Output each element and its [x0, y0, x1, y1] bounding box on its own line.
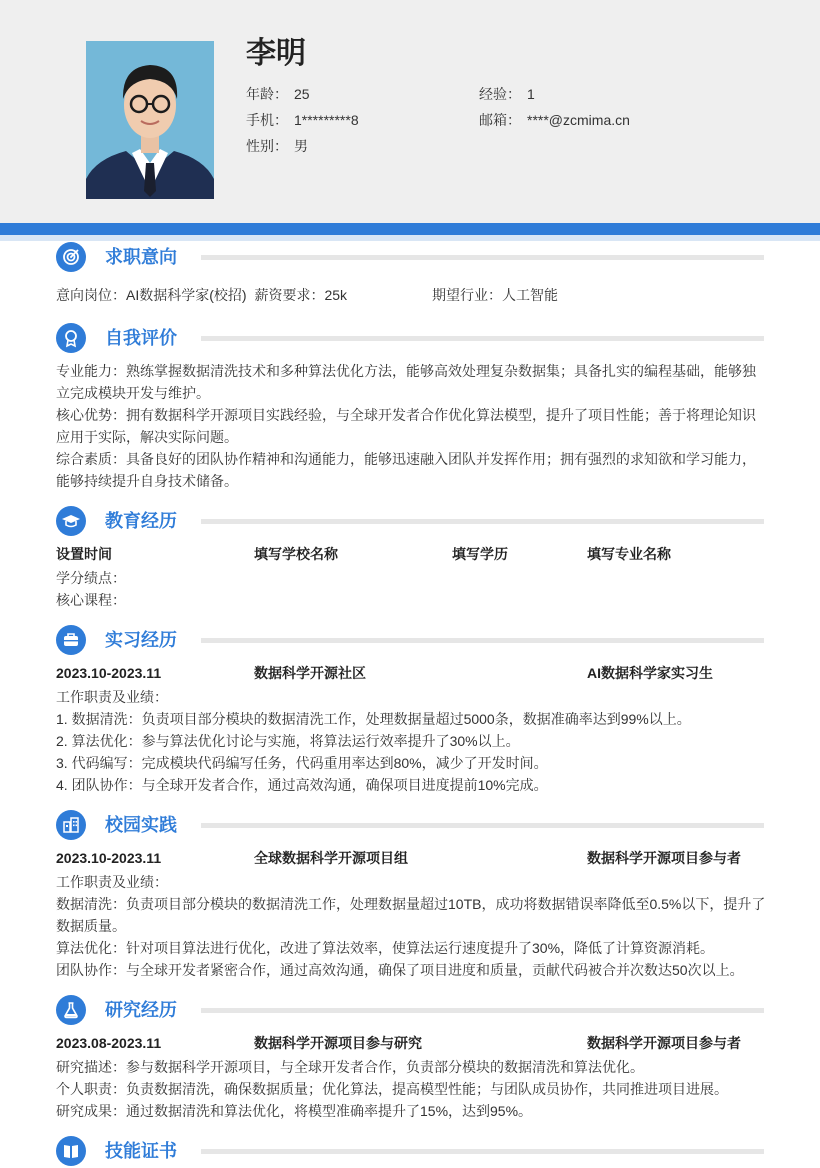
experience-info: [479, 84, 535, 104]
research-row: [56, 1032, 764, 1054]
graduation-cap-icon: [56, 506, 86, 536]
section-header-research: [56, 995, 764, 1027]
internship-item: 1. 数据清洗：负责项目部分模块的数据清洗工作，处理数据量超过5000条，数据准确率达到99%以上。: [56, 711, 691, 727]
gender-info: [246, 136, 308, 156]
expected-industry: 期望行业：人工智能: [432, 287, 558, 303]
research-description: 研究描述：参与数据科学开源项目，与全球开发者合作，负责部分模块的数据清洗和算法优化。: [56, 1059, 644, 1075]
avatar-portrait: [86, 41, 214, 199]
building-icon: [56, 810, 86, 840]
email-info: [479, 110, 630, 130]
section-header-campus: [56, 810, 764, 842]
section-divider: [201, 336, 764, 341]
accent-bar-light: [0, 235, 820, 241]
campus-role: 数据科学开源项目参与者: [587, 850, 741, 866]
section-header-skills: [56, 1136, 764, 1168]
internship-item: 4. 团队协作：与全球开发者合作，通过高效沟通，确保项目进度提前10%完成。: [56, 777, 548, 793]
self-eval-strength: 核心优势：拥有数据科学开源项目实践经验，与全球开发者合作优化算法模型，提升了项目性能；善于将理论知识应用于实际，解决实际问题。: [56, 407, 756, 445]
education-school: 填写学校名称: [254, 546, 338, 562]
education-gpa: 学分绩点：: [56, 570, 126, 586]
target-icon: [56, 242, 86, 272]
research-role: 数据科学开源项目参与者: [587, 1035, 741, 1051]
research-time: 2023.08-2023.11: [56, 1035, 162, 1051]
education-degree: 填写学历: [452, 546, 508, 562]
section-header-job: [56, 242, 764, 274]
section-title: 实习经历: [105, 630, 177, 650]
profile-header: [0, 0, 820, 223]
expected-salary: 薪资要求：25k: [254, 287, 348, 303]
internship-row: [56, 662, 764, 684]
research-org: 数据科学开源项目参与研究: [254, 1035, 422, 1051]
email-value: ****@zcmima.cn: [527, 112, 630, 128]
self-eval-professional: 专业能力：熟练掌握数据清洗技术和多种算法优化方法，能够高效处理复杂数据集；具备扎实的编程基础，能够独立完成模块开发与维护。: [56, 363, 756, 401]
accent-bar: [0, 223, 820, 235]
education-row: [56, 543, 764, 565]
education-time: 设置时间: [56, 546, 112, 562]
section-header-education: [56, 506, 764, 538]
internship-time: 2023.10-2023.11: [56, 665, 162, 681]
flask-icon: [56, 995, 86, 1025]
education-major: 填写专业名称: [587, 546, 671, 562]
self-eval-quality: 综合素质：具备良好的团队协作精神和沟通能力，能够迅速融入团队并发挥作用；拥有强烈的求知欲和学习能力，能够持续提升自身技术储备。: [56, 451, 756, 489]
phone-info: [246, 110, 359, 130]
campus-row: [56, 847, 764, 869]
experience-value: 1: [527, 86, 535, 102]
research-result: 研究成果：通过数据清洗和算法优化，将模型准确率提升了15%，达到95%。: [56, 1103, 533, 1119]
section-title: 自我评价: [105, 328, 177, 348]
intended-position: 意向岗位：AI数据科学家(校招): [56, 287, 247, 303]
section-divider: [201, 255, 764, 260]
section-divider: [201, 638, 764, 643]
section-title: 教育经历: [105, 511, 177, 531]
section-title: 技能证书: [105, 1141, 177, 1161]
experience-label: 经验：: [479, 86, 521, 102]
age-label: 年龄：: [246, 86, 288, 102]
education-courses: 核心课程：: [56, 592, 126, 608]
section-divider: [201, 519, 764, 524]
profile-photo: [86, 41, 214, 199]
phone-value: 1*********8: [294, 112, 359, 128]
book-icon: [56, 1136, 86, 1166]
briefcase-icon: [56, 625, 86, 655]
campus-item: 算法优化：针对项目算法进行优化，改进了算法效率，使算法运行速度提升了30%，降低了计算资源消耗。: [56, 940, 715, 956]
campus-item: 数据清洗：负责项目部分模块的数据清洗工作，处理数据量超过10TB，成功将数据错误率降低至0.5%以下，提升了数据质量。: [56, 896, 766, 934]
candidate-name: 李明: [246, 37, 306, 70]
section-divider: [201, 823, 764, 828]
job-intent-row: [56, 284, 766, 306]
badge-icon: [56, 323, 86, 353]
section-title: 研究经历: [105, 1000, 177, 1020]
age-value: 25: [294, 86, 310, 102]
internship-role: AI数据科学家实习生: [587, 665, 713, 681]
phone-label: 手机：: [246, 112, 288, 128]
section-divider: [201, 1149, 764, 1154]
section-header-internship: [56, 625, 764, 657]
internship-item: 2. 算法优化：参与算法优化讨论与实施，将算法运行效率提升了30%以上。: [56, 733, 520, 749]
campus-org: 全球数据科学开源项目组: [254, 850, 408, 866]
campus-item: 团队协作：与全球开发者紧密合作，通过高效沟通，确保了项目进度和质量，贡献代码被合并次数达50次以上。: [56, 962, 744, 978]
campus-time: 2023.10-2023.11: [56, 850, 162, 866]
section-title: 求职意向: [105, 247, 177, 267]
campus-duty-heading: 工作职责及业绩：: [56, 874, 168, 890]
section-header-self: [56, 323, 764, 355]
section-title: 校园实践: [105, 815, 177, 835]
age-info: [246, 84, 310, 104]
internship-duty-heading: 工作职责及业绩：: [56, 689, 168, 705]
internship-item: 3. 代码编写：完成模块代码编写任务，代码重用率达到80%，减少了开发时间。: [56, 755, 548, 771]
gender-label: 性别：: [246, 138, 288, 154]
email-label: 邮箱：: [479, 112, 521, 128]
section-divider: [201, 1008, 764, 1013]
internship-org: 数据科学开源社区: [254, 665, 366, 681]
research-duty: 个人职责：负责数据清洗，确保数据质量；优化算法，提高模型性能；与团队成员协作，共同推进项目进展。: [56, 1081, 728, 1097]
gender-value: 男: [294, 138, 308, 154]
